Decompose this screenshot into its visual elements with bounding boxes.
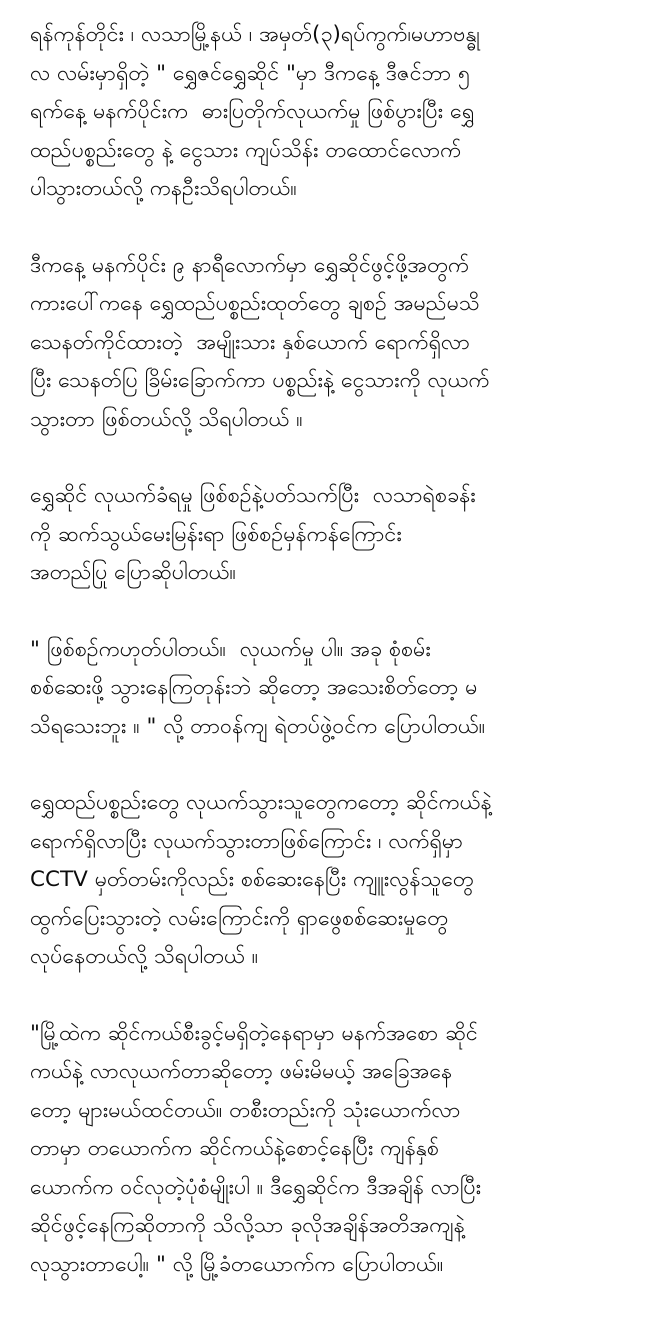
paragraph-line: ပါသွားတယ်လို့ ကနဦးသိရပါတယ်။ <box>30 176 297 201</box>
paragraph-line: တော့ များမယ်ထင်တယ်။ တစီးတည်းကို သုံးယောက်လာ <box>30 1097 461 1123</box>
paragraph-line: လ လမ်းမှာရှိတဲ့ " ရွှေဇင်ရွှေဆိုင် "မှာ ဒီကနေ့ ဒီဇင်ဘာ ၅ <box>30 60 471 86</box>
news-article <box>30 16 656 1322</box>
paragraph-line: ဆိုင်ဖွင့်နေကြဆိုတာကို သိလို့သာ ခုလိုအချိန်အတိအကျနဲ့ <box>30 1213 465 1238</box>
paragraph-line: ယောက်က ဝင်လုတဲ့ပုံစံမျိုးပါ ။ ဒီရွှေဆိုင်က ဒီအချိန် လာပြီး <box>30 1174 482 1200</box>
paragraph-line: တာမှာ တယောက်က ဆိုင်ကယ်နဲ့စောင့်နေပြီး ကျန်နှစ် <box>30 1136 439 1161</box>
paragraph-line: လုပ်နေတယ်လို့ သိရပါတယ် ။ <box>30 944 259 969</box>
paragraph-line: ရွှေဆိုင် လုယက်ခံရမှု ဖြစ်စဉ်နဲ့ပတ်သက်ပြီး လသာရဲစခန်း <box>30 483 476 508</box>
paragraph-line: "မြို့ထဲက ဆိုင်ကယ်စီးခွင့်မရှိတဲ့နေရာမှာ မနက်အစော ဆိုင် <box>30 1020 478 1046</box>
paragraph-line: " ဖြစ်စဥ်ကဟုတ်ပါတယ်။ လုယက်မှု ပါ။ အခု စုံစမ်း <box>30 636 431 662</box>
article-paragraph <box>30 1015 656 1285</box>
paragraph-line: ရက်နေ့ မနက်ပိုင်းက ဓားပြတိုက်လုယက်မှု ဖြစ်ပွားပြီး ရွှေ <box>30 99 475 124</box>
paragraph-line: ကယ်နဲ့ လာလုယက်တာဆိုတော့ ဖမ်းမိမယ့် အခြေအနေ <box>30 1059 453 1084</box>
paragraph-line: ရောက်ရှိလာပြီး လုယက်သွားတာဖြစ်ကြောင်း ၊ လက်ရှိမှာ <box>30 828 464 854</box>
paragraph-line: ထည်ပစ္စည်းတွေ နဲ့ ငွေသား ကျပ်သိန်း တထောင်လောက် <box>30 137 462 163</box>
paragraph-line: စစ်ဆေးဖို့ သွားနေကြတုန်းဘဲ ဆိုတော့ အသေးစိတ်တော့ မ <box>30 675 478 700</box>
article-paragraph <box>30 631 656 747</box>
paragraph-line: သိရသေးဘူး ။ " လို့ တာဝန်ကျ ရဲတပ်ဖွဲ့ဝင်က ပြောပါတယ်။ <box>30 713 486 739</box>
paragraph-line: အတည်ပြု ပြောဆိုပါတယ်။ <box>30 560 237 585</box>
paragraph-line: ရွှေထည်ပစ္စည်းတွေ လုယက်သွားသူတွေကတော့ ဆိုင်ကယ်နဲ့ <box>30 790 492 815</box>
paragraph-line: သွားတာ ဖြစ်တယ်လို့ သိရပါတယ် ။ <box>30 406 303 432</box>
paragraph-line: ကားပေါ်ကနေ ရွှေထည်ပစ္စည်းထုတ်တွေ ချစဉ် အမည်မသိ <box>30 291 480 316</box>
paragraph-line: ဒီကနေ့ မနက်ပိုင်း ၉ နာရီလောက်မှာ ရွှေဆိုင်ဖွင့်ဖို့အတွက် <box>30 252 470 278</box>
article-paragraph <box>30 16 656 209</box>
paragraph-line: ကို ဆက်သွယ်မေးမြန်းရာ ဖြစ်စဉ်မှန်ကန်ကြောင်း <box>30 521 402 547</box>
paragraph-line: သေနတ်ကိုင်ထားတဲ့ အမျိုးသား နှစ်ယောက် ရောက်ရှိလာ <box>30 329 470 355</box>
article-paragraph <box>30 784 656 977</box>
paragraph-line: CCTV မှတ်တမ်းကိုလည်း စစ်ဆေးနေပြီး ကျူးလွန်သူတွေ <box>30 867 474 892</box>
article-paragraph <box>30 247 656 440</box>
paragraph-line: ထွက်ပြေးသွားတဲ့ လမ်းကြောင်းကို ရှာဖွေစစ်ဆေးမှုတွေ <box>30 905 449 931</box>
paragraph-line: လုသွားတာပေါ့။ " လို့ မြို့ခံတယောက်က ပြောပါတယ်။ <box>30 1251 444 1277</box>
article-paragraph <box>30 477 656 593</box>
paragraph-line: ပြီး သေနတ်ပြ ခြိမ်းခြောက်ကာ ပစ္စည်းနဲ့ ငွေသားကို လုယက် <box>30 368 490 393</box>
paragraph-line: ရန်ကုန်တိုင်း ၊ လသာမြို့နယ် ၊ အမှတ်(၃)ရပ်ကွက်၊မဟာဗန္ဓု <box>30 22 480 47</box>
